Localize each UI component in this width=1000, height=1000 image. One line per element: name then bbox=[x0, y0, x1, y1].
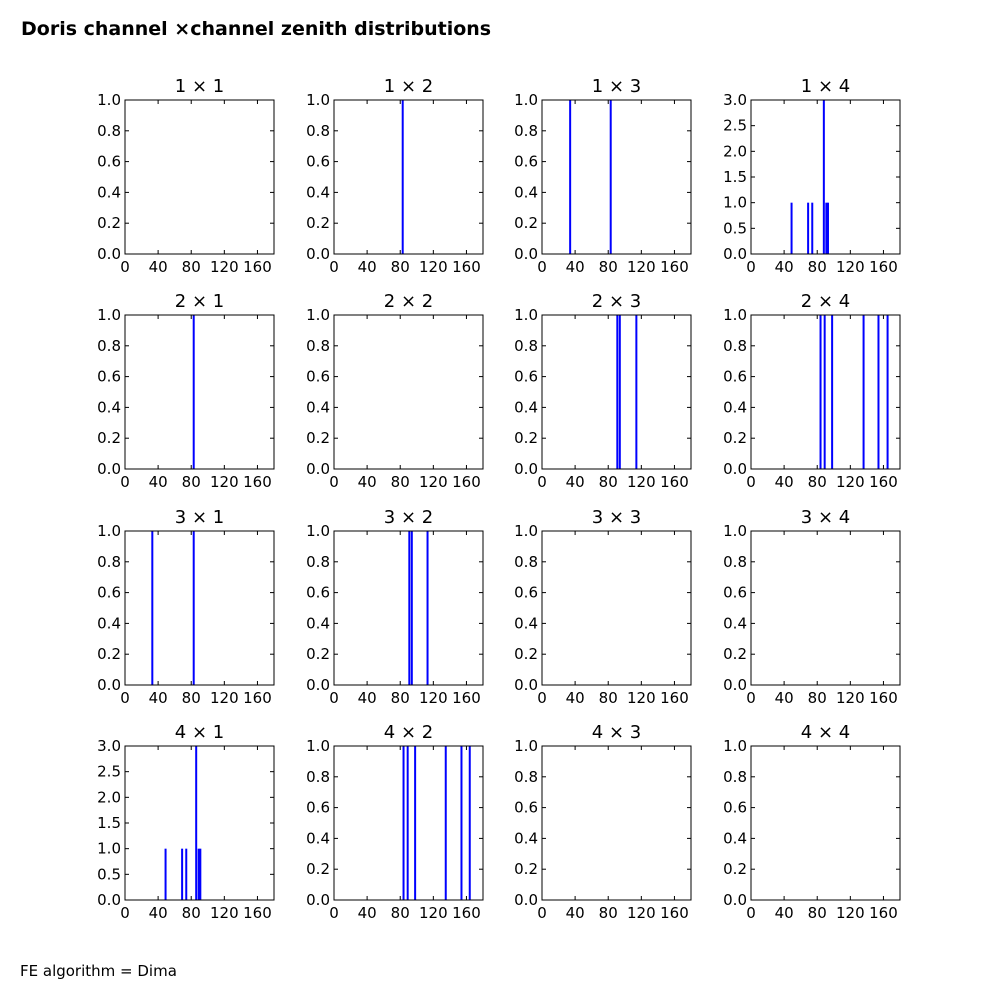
x-tick-label: 40 bbox=[565, 258, 585, 276]
y-tick-label: 0.0 bbox=[306, 676, 330, 694]
y-tick-label: 0.0 bbox=[723, 245, 747, 263]
x-tick-label: 80 bbox=[807, 473, 827, 491]
y-tick-label: 0.4 bbox=[514, 183, 538, 202]
y-tick-label: 0.2 bbox=[306, 860, 330, 879]
y-tick-label: 0.2 bbox=[97, 645, 121, 664]
y-tick-label: 2.0 bbox=[723, 142, 747, 161]
y-tick-label: 0.2 bbox=[97, 429, 121, 448]
y-tick-label: 0.4 bbox=[306, 183, 330, 202]
subplot-title: 2 × 2 bbox=[383, 291, 434, 312]
y-tick-label: 0.4 bbox=[306, 829, 330, 848]
y-tick-label: 0.6 bbox=[306, 798, 330, 817]
x-tick-label: 0 bbox=[329, 904, 339, 922]
y-tick-label: 0.2 bbox=[306, 214, 330, 233]
y-tick-label: 0.2 bbox=[514, 429, 538, 448]
y-tick-label: 1.5 bbox=[723, 168, 747, 186]
x-tick-label: 40 bbox=[565, 473, 585, 491]
x-tick-label: 160 bbox=[869, 689, 898, 707]
y-tick-label: 0.6 bbox=[514, 152, 538, 171]
plot-frame bbox=[751, 531, 900, 685]
x-tick-label: 120 bbox=[627, 904, 656, 922]
x-tick-label: 0 bbox=[537, 258, 547, 276]
y-tick-label: 1.0 bbox=[723, 193, 747, 212]
y-tick-label: 1.0 bbox=[514, 91, 538, 109]
y-tick-label: 1.0 bbox=[306, 522, 330, 540]
y-tick-label: 0.6 bbox=[723, 798, 747, 817]
x-tick-label: 80 bbox=[598, 473, 618, 491]
x-tick-label: 120 bbox=[836, 473, 865, 491]
x-tick-label: 80 bbox=[181, 689, 201, 707]
y-tick-label: 0.2 bbox=[723, 429, 747, 448]
y-tick-label: 0.2 bbox=[514, 645, 538, 664]
x-tick-label: 80 bbox=[807, 258, 827, 276]
y-tick-label: 0.8 bbox=[514, 552, 538, 571]
y-tick-label: 0.6 bbox=[723, 367, 747, 386]
x-tick-label: 80 bbox=[598, 258, 618, 276]
y-tick-label: 1.0 bbox=[723, 306, 747, 324]
y-tick-label: 0.6 bbox=[723, 583, 747, 602]
x-tick-label: 160 bbox=[452, 904, 481, 922]
subplot-title: 2 × 3 bbox=[591, 291, 642, 312]
x-tick-label: 0 bbox=[537, 904, 547, 922]
y-tick-label: 0.0 bbox=[97, 676, 121, 694]
subplot-3-4 bbox=[723, 507, 900, 707]
y-tick-label: 0.0 bbox=[97, 245, 121, 263]
y-tick-label: 0.6 bbox=[306, 583, 330, 602]
subplot-2-1 bbox=[97, 291, 274, 491]
y-tick-label: 0.8 bbox=[97, 121, 121, 140]
figure-title: Doris channel ×channel zenith distributions bbox=[21, 18, 492, 40]
y-tick-label: 0.8 bbox=[97, 552, 121, 571]
y-tick-label: 0.4 bbox=[97, 183, 121, 202]
subplot-title: 2 × 1 bbox=[174, 291, 225, 312]
y-tick-label: 0.0 bbox=[514, 891, 538, 909]
subplot-2-2 bbox=[306, 291, 483, 491]
y-tick-label: 1.0 bbox=[306, 91, 330, 109]
y-tick-label: 0.4 bbox=[306, 614, 330, 633]
y-tick-label: 0.0 bbox=[306, 245, 330, 263]
y-tick-label: 0.2 bbox=[723, 645, 747, 664]
y-tick-label: 0.2 bbox=[514, 214, 538, 233]
y-tick-label: 1.0 bbox=[97, 91, 121, 109]
y-tick-label: 0.0 bbox=[97, 891, 121, 909]
y-tick-label: 0.5 bbox=[723, 219, 747, 238]
x-tick-label: 80 bbox=[807, 904, 827, 922]
subplot-3-3 bbox=[514, 507, 691, 707]
y-tick-label: 0.6 bbox=[97, 152, 121, 171]
y-tick-label: 0.0 bbox=[514, 676, 538, 694]
y-tick-label: 0.0 bbox=[306, 891, 330, 909]
y-tick-label: 3.0 bbox=[97, 737, 121, 755]
plot-frame bbox=[125, 100, 274, 254]
subplot-2-3 bbox=[514, 291, 691, 491]
x-tick-label: 0 bbox=[537, 473, 547, 491]
y-tick-label: 0.8 bbox=[514, 336, 538, 355]
x-tick-label: 120 bbox=[419, 258, 448, 276]
x-tick-label: 80 bbox=[390, 473, 410, 491]
x-tick-label: 120 bbox=[836, 258, 865, 276]
y-tick-label: 0.2 bbox=[97, 214, 121, 233]
subplot-4-2 bbox=[306, 722, 483, 922]
y-tick-label: 0.0 bbox=[514, 460, 538, 478]
y-tick-label: 0.6 bbox=[514, 583, 538, 602]
y-tick-label: 0.8 bbox=[514, 121, 538, 140]
subplot-title: 4 × 2 bbox=[383, 722, 434, 743]
x-tick-label: 40 bbox=[565, 904, 585, 922]
y-tick-label: 0.4 bbox=[723, 614, 747, 633]
x-tick-label: 80 bbox=[390, 258, 410, 276]
x-tick-label: 80 bbox=[807, 689, 827, 707]
y-tick-label: 1.0 bbox=[514, 737, 538, 755]
x-tick-label: 40 bbox=[357, 689, 377, 707]
y-tick-label: 1.0 bbox=[723, 522, 747, 540]
x-tick-label: 120 bbox=[627, 689, 656, 707]
y-tick-label: 1.0 bbox=[306, 737, 330, 755]
x-tick-label: 40 bbox=[357, 473, 377, 491]
subplot-title: 3 × 3 bbox=[591, 507, 642, 528]
y-tick-label: 0.8 bbox=[306, 121, 330, 140]
y-tick-label: 0.6 bbox=[514, 798, 538, 817]
x-tick-label: 0 bbox=[746, 904, 756, 922]
x-tick-label: 40 bbox=[774, 689, 794, 707]
y-tick-label: 1.0 bbox=[514, 306, 538, 324]
subplot-title: 4 × 3 bbox=[591, 722, 642, 743]
subplot-1-3 bbox=[514, 76, 691, 276]
x-tick-label: 40 bbox=[774, 473, 794, 491]
x-tick-label: 160 bbox=[869, 904, 898, 922]
y-tick-label: 1.0 bbox=[306, 306, 330, 324]
y-tick-label: 0.8 bbox=[306, 336, 330, 355]
x-tick-label: 120 bbox=[210, 258, 239, 276]
y-tick-label: 0.8 bbox=[723, 552, 747, 571]
y-tick-label: 0.0 bbox=[723, 676, 747, 694]
x-tick-label: 160 bbox=[243, 904, 272, 922]
y-tick-label: 0.8 bbox=[723, 336, 747, 355]
y-tick-label: 3.0 bbox=[723, 91, 747, 109]
plot-frame bbox=[542, 531, 691, 685]
subplot-3-2 bbox=[306, 507, 483, 707]
x-tick-label: 120 bbox=[627, 473, 656, 491]
x-tick-label: 80 bbox=[390, 689, 410, 707]
y-tick-label: 0.4 bbox=[514, 398, 538, 417]
subplot-title: 3 × 1 bbox=[174, 507, 225, 528]
y-tick-label: 0.8 bbox=[514, 767, 538, 786]
subplot-4-1 bbox=[97, 722, 274, 922]
x-tick-label: 80 bbox=[181, 258, 201, 276]
x-tick-label: 40 bbox=[357, 904, 377, 922]
x-tick-label: 40 bbox=[774, 258, 794, 276]
x-tick-label: 160 bbox=[243, 473, 272, 491]
x-tick-label: 160 bbox=[660, 689, 689, 707]
subplot-2-4 bbox=[723, 291, 900, 491]
y-tick-label: 1.0 bbox=[97, 839, 121, 858]
y-tick-label: 0.6 bbox=[306, 152, 330, 171]
y-tick-label: 1.0 bbox=[97, 522, 121, 540]
subplot-1-4 bbox=[723, 76, 900, 276]
y-tick-label: 1.0 bbox=[723, 737, 747, 755]
x-tick-label: 80 bbox=[598, 689, 618, 707]
x-tick-label: 120 bbox=[419, 689, 448, 707]
x-tick-label: 0 bbox=[746, 258, 756, 276]
y-tick-label: 1.5 bbox=[97, 814, 121, 832]
subplot-title: 4 × 1 bbox=[174, 722, 225, 743]
x-tick-label: 0 bbox=[120, 689, 130, 707]
subplot-title: 3 × 4 bbox=[800, 507, 851, 528]
y-tick-label: 0.2 bbox=[306, 429, 330, 448]
y-tick-label: 0.6 bbox=[97, 367, 121, 386]
x-tick-label: 120 bbox=[627, 258, 656, 276]
y-tick-label: 0.5 bbox=[97, 865, 121, 884]
y-tick-label: 2.5 bbox=[723, 116, 747, 135]
y-tick-label: 0.6 bbox=[97, 583, 121, 602]
subplot-title: 1 × 3 bbox=[591, 76, 642, 97]
y-tick-label: 0.0 bbox=[723, 460, 747, 478]
y-tick-label: 0.4 bbox=[514, 614, 538, 633]
y-tick-label: 1.0 bbox=[97, 306, 121, 324]
y-tick-label: 0.2 bbox=[306, 645, 330, 664]
y-tick-label: 0.4 bbox=[723, 829, 747, 848]
x-tick-label: 40 bbox=[148, 689, 168, 707]
subplot-1-2 bbox=[306, 76, 483, 276]
x-tick-label: 120 bbox=[210, 689, 239, 707]
x-tick-label: 80 bbox=[181, 904, 201, 922]
y-tick-label: 0.0 bbox=[97, 460, 121, 478]
y-tick-label: 0.4 bbox=[97, 398, 121, 417]
x-tick-label: 0 bbox=[329, 689, 339, 707]
x-tick-label: 0 bbox=[746, 689, 756, 707]
plot-frame bbox=[125, 315, 274, 469]
subplot-1-1 bbox=[97, 76, 274, 276]
x-tick-label: 80 bbox=[598, 904, 618, 922]
x-tick-label: 120 bbox=[419, 473, 448, 491]
x-tick-label: 40 bbox=[774, 904, 794, 922]
y-tick-label: 0.6 bbox=[306, 367, 330, 386]
x-tick-label: 80 bbox=[390, 904, 410, 922]
x-tick-label: 160 bbox=[452, 258, 481, 276]
y-tick-label: 0.8 bbox=[306, 767, 330, 786]
x-tick-label: 0 bbox=[329, 473, 339, 491]
subplot-title: 1 × 1 bbox=[174, 76, 225, 97]
y-tick-label: 0.0 bbox=[723, 891, 747, 909]
x-tick-label: 120 bbox=[836, 689, 865, 707]
plot-frame bbox=[125, 531, 274, 685]
subplot-title: 1 × 2 bbox=[383, 76, 434, 97]
x-tick-label: 160 bbox=[243, 258, 272, 276]
subplot-4-4 bbox=[723, 722, 900, 922]
x-tick-label: 120 bbox=[836, 904, 865, 922]
y-tick-label: 0.6 bbox=[514, 367, 538, 386]
y-tick-label: 0.4 bbox=[514, 829, 538, 848]
y-tick-label: 0.4 bbox=[723, 398, 747, 417]
subplot-title: 4 × 4 bbox=[800, 722, 851, 743]
plot-frame bbox=[751, 746, 900, 900]
x-tick-label: 0 bbox=[120, 258, 130, 276]
subplot-4-3 bbox=[514, 722, 691, 922]
x-tick-label: 120 bbox=[210, 473, 239, 491]
subplot-title: 1 × 4 bbox=[800, 76, 851, 97]
plot-frame bbox=[542, 746, 691, 900]
y-tick-label: 0.2 bbox=[514, 860, 538, 879]
algorithm-note: FE algorithm = Dima bbox=[20, 962, 177, 980]
y-tick-label: 0.4 bbox=[97, 614, 121, 633]
subplot-3-1 bbox=[97, 507, 274, 707]
x-tick-label: 160 bbox=[869, 258, 898, 276]
x-tick-label: 80 bbox=[181, 473, 201, 491]
x-tick-label: 0 bbox=[537, 689, 547, 707]
x-tick-label: 160 bbox=[452, 689, 481, 707]
y-tick-label: 0.0 bbox=[514, 245, 538, 263]
x-tick-label: 160 bbox=[660, 258, 689, 276]
y-tick-label: 0.4 bbox=[306, 398, 330, 417]
y-tick-label: 0.8 bbox=[97, 336, 121, 355]
y-tick-label: 1.0 bbox=[514, 522, 538, 540]
subplot-title: 3 × 2 bbox=[383, 507, 434, 528]
x-tick-label: 160 bbox=[452, 473, 481, 491]
x-tick-label: 160 bbox=[660, 473, 689, 491]
plot-frame bbox=[334, 315, 483, 469]
x-tick-label: 160 bbox=[869, 473, 898, 491]
y-tick-label: 0.0 bbox=[306, 460, 330, 478]
x-tick-label: 160 bbox=[660, 904, 689, 922]
plot-frame bbox=[542, 100, 691, 254]
y-tick-label: 2.5 bbox=[97, 762, 121, 781]
y-tick-label: 0.8 bbox=[723, 767, 747, 786]
x-tick-label: 120 bbox=[419, 904, 448, 922]
y-tick-label: 0.8 bbox=[306, 552, 330, 571]
x-tick-label: 40 bbox=[357, 258, 377, 276]
x-tick-label: 40 bbox=[565, 689, 585, 707]
x-tick-label: 160 bbox=[243, 689, 272, 707]
x-tick-label: 40 bbox=[148, 904, 168, 922]
x-tick-label: 0 bbox=[120, 904, 130, 922]
x-tick-label: 0 bbox=[329, 258, 339, 276]
y-tick-label: 0.2 bbox=[723, 860, 747, 879]
x-tick-label: 120 bbox=[210, 904, 239, 922]
x-tick-label: 0 bbox=[746, 473, 756, 491]
y-tick-label: 2.0 bbox=[97, 788, 121, 807]
x-tick-label: 40 bbox=[148, 473, 168, 491]
subplot-title: 2 × 4 bbox=[800, 291, 851, 312]
x-tick-label: 0 bbox=[120, 473, 130, 491]
plot-frame bbox=[334, 100, 483, 254]
x-tick-label: 40 bbox=[148, 258, 168, 276]
